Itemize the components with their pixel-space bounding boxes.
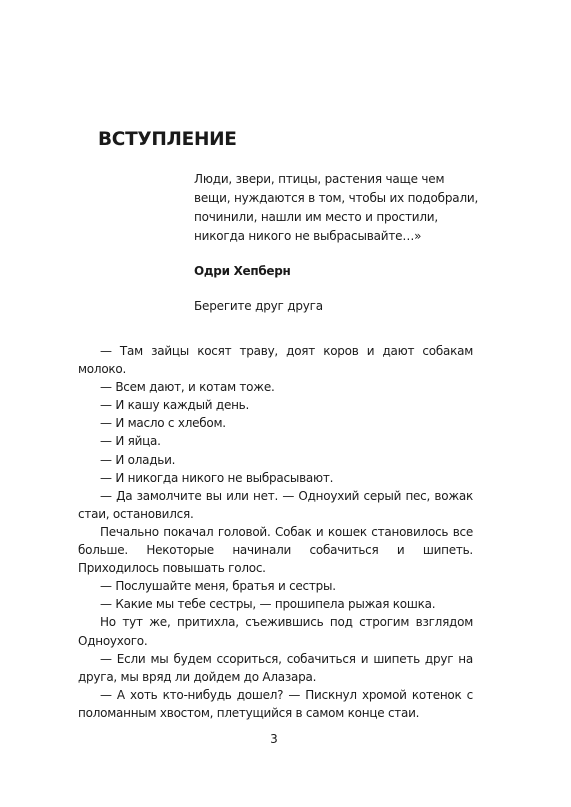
paragraph: — Всем дают, и котам тоже.: [100, 380, 275, 395]
paragraph: — И оладьи.: [100, 452, 176, 467]
paragraph: — И никогда никого не выбрасывают.: [100, 470, 334, 485]
page-number: 3: [270, 732, 278, 746]
epigraph-line: Люди, звери, птицы, растения чаще чем: [194, 172, 445, 186]
epigraph-line: починили, нашли им место и простили,: [194, 210, 439, 224]
paragraph: — И яйца.: [100, 434, 161, 449]
dedication-line: Берегите друг друга: [194, 299, 323, 313]
paragraph: Но тут же, притихла, съежившись под строгим взглядом Одноухого.: [78, 615, 473, 648]
chapter-body: [78, 342, 473, 722]
paragraph: — Какие мы тебе сестры, — прошипела рыжая кошка.: [100, 597, 436, 612]
epigraph-line: никогда никого не выбрасывайте…»: [194, 229, 422, 243]
paragraph: — И кашу каждый день.: [100, 398, 250, 413]
paragraph: — Там зайцы косят траву, доят коров и дают собакам молоко.: [78, 344, 473, 377]
epigraph-author: Одри Хепберн: [194, 264, 291, 278]
epigraph-line: вещи, нуждаются в том, чтобы их подобрали,: [194, 191, 479, 205]
chapter-heading: ВСТУПЛЕНИЕ: [98, 129, 237, 150]
paragraph: — Если мы будем ссориться, собачиться и шипеть друг на друга, мы вряд ли дойдем до Алазара.: [78, 651, 473, 684]
paragraph: — А хоть кто-нибудь дошел? — Пискнул хромой котенок с поломанным хвостом, плетущийся в самом конце стаи.: [78, 687, 473, 720]
paragraph: — Послушайте меня, братья и сестры.: [100, 579, 336, 594]
paragraph: — И масло с хлебом.: [100, 416, 226, 431]
paragraph: Печально покачал головой. Собак и кошек становилось все больше. Некоторые начинали собачиться и шипеть. Приходилось повышать голос.: [78, 524, 473, 576]
paragraph: — Да замолчите вы или нет. — Одноухий серый пес, вожак стаи, остановился.: [78, 488, 473, 521]
epigraph-quote: [194, 170, 494, 246]
